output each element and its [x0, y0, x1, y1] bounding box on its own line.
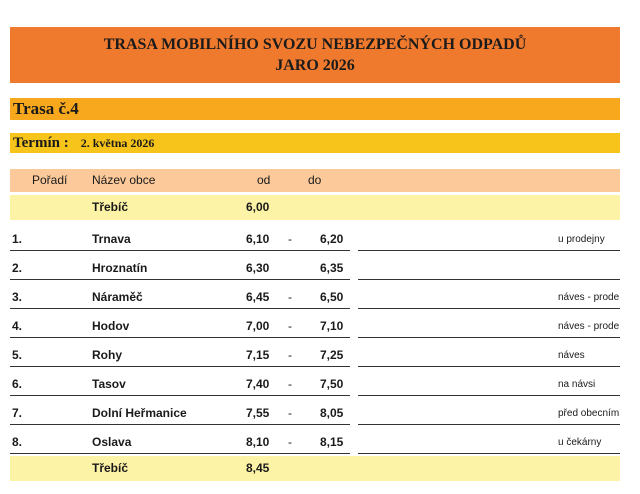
row-name: Náraměč [92, 290, 143, 304]
row-to: 7,50 [320, 377, 344, 391]
row-divider [10, 453, 350, 454]
table-row [10, 226, 620, 254]
row-from: 7,00 [246, 319, 270, 333]
end-name: Třebíč [92, 461, 129, 475]
header-to: do [308, 173, 322, 187]
route-bar [10, 98, 620, 120]
row-to: 6,20 [320, 232, 344, 246]
row-order: 8. [12, 435, 23, 449]
row-dash: - [288, 290, 292, 304]
row-dash: - [288, 377, 292, 391]
row-divider [358, 279, 620, 280]
row-name: Tasov [92, 377, 126, 391]
row-note: náves - prode [558, 321, 620, 332]
row-divider [358, 337, 620, 338]
row-order: 1. [12, 232, 23, 246]
row-divider [10, 308, 350, 309]
title-banner [10, 27, 620, 83]
table-row [10, 284, 620, 312]
term-label: Termín : [13, 135, 69, 151]
row-to: 7,10 [320, 319, 344, 333]
header-name: Název obce [92, 173, 156, 187]
row-order: 7. [12, 406, 23, 420]
row-divider [10, 424, 350, 425]
row-divider [10, 337, 350, 338]
row-from: 6,30 [246, 261, 270, 275]
row-to: 8,15 [320, 435, 344, 449]
row-order: 3. [12, 290, 23, 304]
row-divider [10, 366, 350, 367]
row-from: 6,10 [246, 232, 270, 246]
end-row [10, 456, 620, 481]
table-header [10, 169, 620, 192]
row-note: před obecním [558, 408, 620, 419]
row-divider [358, 453, 620, 454]
row-to: 7,25 [320, 348, 344, 362]
row-dash: - [288, 406, 292, 420]
table-row [10, 342, 620, 370]
row-note: na návsi [558, 379, 596, 390]
row-divider [10, 250, 350, 251]
row-divider [10, 395, 350, 396]
row-divider [358, 395, 620, 396]
row-order: 2. [12, 261, 23, 275]
row-from: 7,40 [246, 377, 270, 391]
row-from: 8,10 [246, 435, 270, 449]
row-name: Hodov [92, 319, 130, 333]
row-divider [358, 424, 620, 425]
title-line-1: TRASA MOBILNÍHO SVOZU NEBEZPEČNÝCH ODPADŮ [103, 36, 527, 53]
row-from: 7,15 [246, 348, 270, 362]
row-order: 5. [12, 348, 23, 362]
row-divider [358, 366, 620, 367]
row-divider [358, 308, 620, 309]
row-to: 8,05 [320, 406, 344, 420]
row-dash: - [288, 232, 292, 246]
row-name: Hroznatín [92, 261, 148, 275]
row-dash: - [288, 435, 292, 449]
table-row [10, 400, 620, 428]
end-from: 8,45 [246, 461, 270, 475]
row-from: 6,45 [246, 290, 270, 304]
route-label: Trasa č.4 [13, 99, 79, 118]
row-dash: - [288, 348, 292, 362]
header-order: Pořadí [32, 173, 68, 187]
start-row [10, 195, 620, 220]
table-row [10, 429, 620, 457]
table-row [10, 255, 620, 283]
row-order: 6. [12, 377, 23, 391]
row-note: náves [558, 350, 585, 361]
row-divider [10, 279, 350, 280]
date-bar [10, 133, 620, 153]
row-name: Rohy [92, 348, 122, 362]
start-from: 6,00 [246, 200, 270, 214]
row-order: 4. [12, 319, 23, 333]
row-name: Dolní Heřmanice [92, 406, 187, 420]
table-row [10, 313, 620, 341]
start-name: Třebíč [92, 200, 129, 214]
table-row [10, 371, 620, 399]
row-to: 6,35 [320, 261, 344, 275]
term-date: 2. května 2026 [80, 136, 155, 150]
row-dash: - [288, 319, 292, 333]
row-name: Trnava [92, 232, 131, 246]
header-from: od [257, 173, 271, 187]
row-note: u prodejny [558, 234, 605, 245]
title-line-2: JARO 2026 [275, 57, 355, 74]
row-note: náves - prode [558, 292, 620, 303]
row-divider [358, 250, 620, 251]
row-to: 6,50 [320, 290, 344, 304]
row-note: u čekárny [558, 437, 602, 448]
row-name: Oslava [92, 435, 132, 449]
row-from: 7,55 [246, 406, 270, 420]
